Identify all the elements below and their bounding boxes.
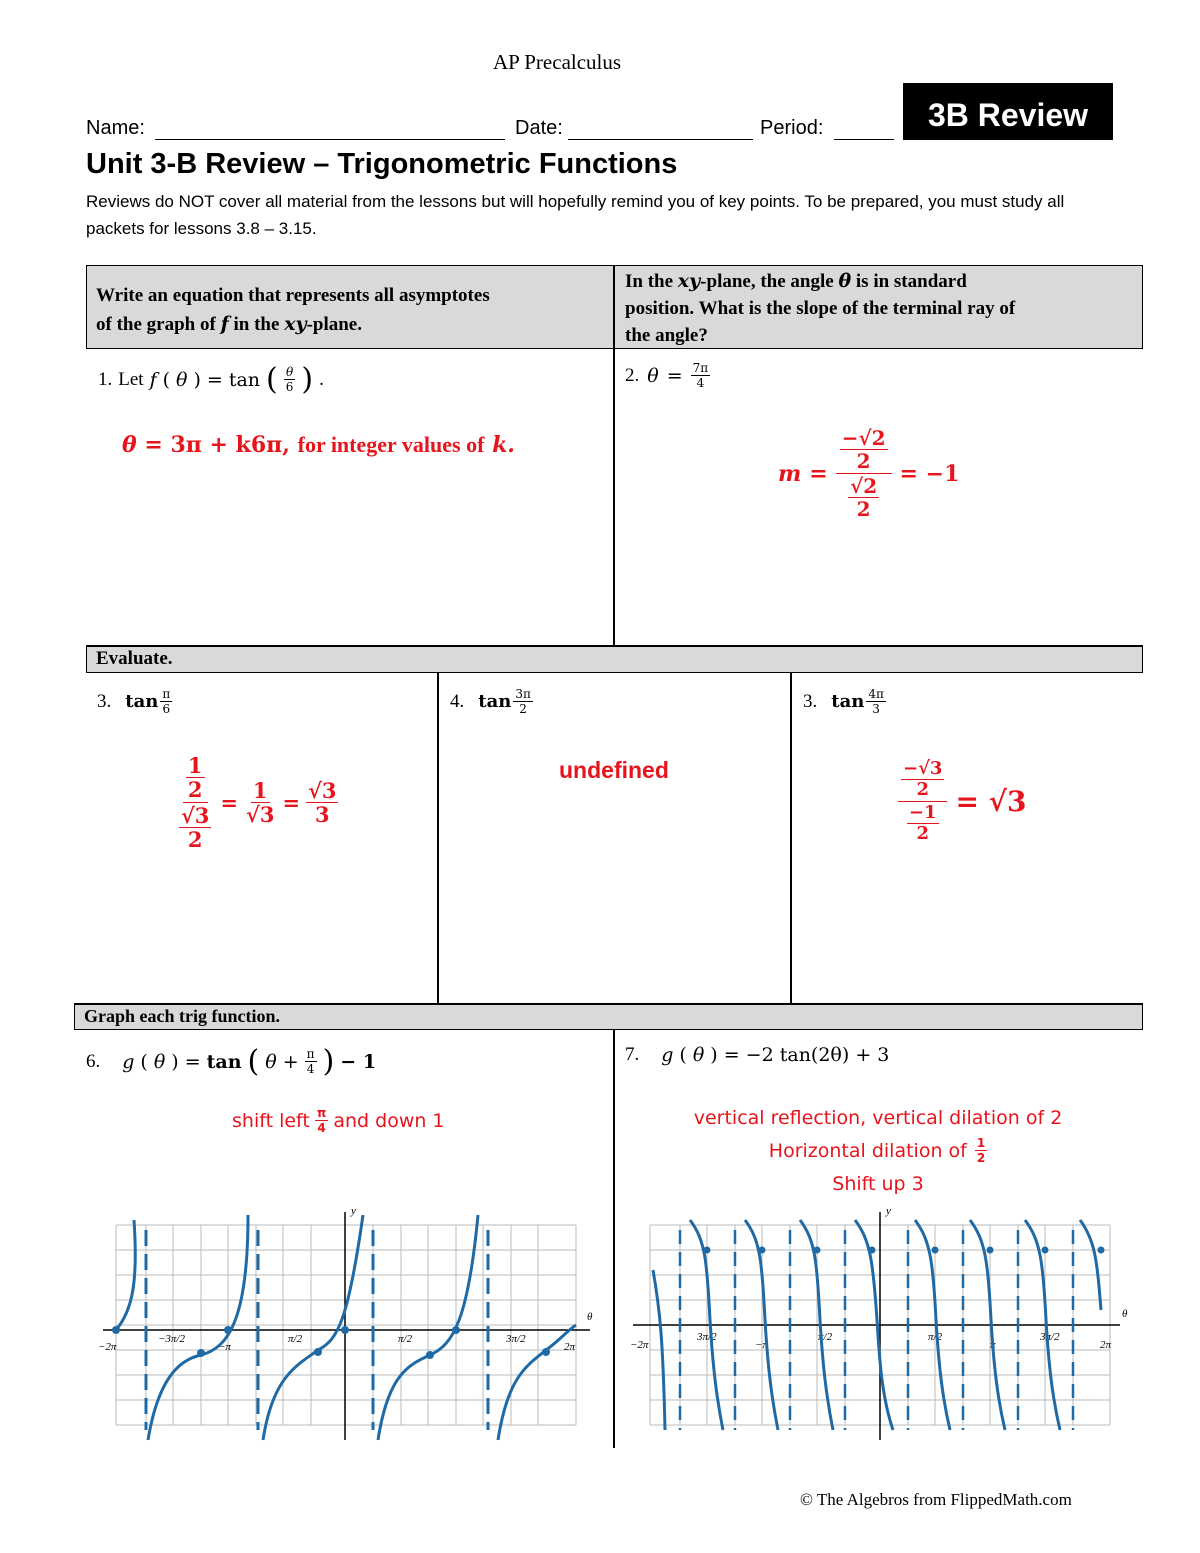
tick-label: 3π/2 xyxy=(506,1333,526,1345)
name-blank[interactable] xyxy=(155,139,505,140)
period-blank[interactable] xyxy=(834,139,894,140)
tick-label: π/2 xyxy=(818,1331,833,1343)
tick-label: 3π/2 xyxy=(1040,1331,1060,1343)
page-title: Unit 3-B Review – Trigonometric Functions xyxy=(86,148,678,180)
name-label: Name: xyxy=(86,117,145,139)
tick-label: −2π xyxy=(98,1341,117,1353)
tick-label: 2π xyxy=(564,1341,576,1353)
intro-text: Reviews do NOT cover all material from the lessons but will hopefully remind you of key points. To be prepared, you must study all packets for lessons 3.8 – 3.15. xyxy=(86,192,1065,238)
q7-prompt: 7. g ( θ ) = −2 tan(2θ) + 3 xyxy=(625,1044,890,1066)
q4-prompt: 4. tan $\frac{3\pi}{2}$ xyxy=(450,687,531,716)
tick-label: −π xyxy=(755,1339,768,1351)
q1-prompt: 1. Let f ( θ ) = tan ( $\frac{\theta}{6}$ ) . xyxy=(98,362,324,397)
evaluate-label: Evaluate. xyxy=(96,648,173,669)
period-label: Period: xyxy=(760,117,824,139)
section2-header xyxy=(86,646,1143,673)
tick-label: −2π xyxy=(630,1339,649,1351)
tick-label: π/2 xyxy=(398,1333,413,1345)
graph-q6 xyxy=(98,1200,603,1450)
q1-answer: θ = 3π + k6π, for integer values of k. xyxy=(122,432,515,458)
q2-prompt: 2. θ = $\frac{7\pi}{4}$ xyxy=(625,361,709,390)
divider-s3 xyxy=(613,1030,615,1448)
tick-labels-right xyxy=(630,1331,1112,1351)
left-header-text: Write an equation that represents all asymptotes of the graph of f in the xy-plane. xyxy=(96,285,490,335)
copyright: © The Algebros from FlippedMath.com xyxy=(800,1490,1072,1509)
tick-label: −π xyxy=(218,1341,231,1353)
course-title: AP Precalculus xyxy=(492,50,622,74)
q3-prompt: 3. tan $\frac{\pi}{6}$ xyxy=(97,687,171,716)
tick-label: 3π/2 xyxy=(697,1331,717,1343)
q6-prompt: 6. g ( θ ) = tan ( θ + $\frac{\pi}{4}$ ) − 1 xyxy=(86,1044,377,1079)
divider-s2a xyxy=(437,673,439,1003)
x-axis-label: θ xyxy=(587,1311,593,1323)
tick-label: π/2 xyxy=(288,1333,303,1345)
grid-left xyxy=(116,1225,576,1425)
tick-label: −3π/2 xyxy=(158,1333,185,1345)
q5-prompt: 3. tan $\frac{4\pi}{3}$ xyxy=(803,687,884,716)
q7-note-2: Horizontal dilation of $\frac{1}{2}$ xyxy=(768,1136,986,1165)
tick-label: π xyxy=(990,1339,996,1351)
tick-label: 2π xyxy=(1100,1339,1112,1351)
q5-answer: $\frac{\frac{-√3}{2}}{\frac{-1}{2}}$ = √3 xyxy=(898,760,1027,843)
q7-note-3: Shift up 3 xyxy=(832,1173,924,1195)
graph-label: Graph each trig function. xyxy=(84,1006,280,1026)
graph-q7 xyxy=(625,1200,1140,1450)
divider-s2b xyxy=(790,673,792,1003)
q4-answer: undefined xyxy=(559,757,669,783)
q7-note-1: vertical reflection, vertical dilation of 2 xyxy=(693,1107,1063,1129)
x-axis-label: θ xyxy=(1122,1308,1128,1320)
review-badge: 3B Review xyxy=(903,83,1113,140)
divider-s1 xyxy=(613,265,615,645)
y-axis-label: y xyxy=(351,1205,356,1217)
y-axis-label: y xyxy=(886,1205,891,1217)
right-header-text: In the xy-plane, the angle θ is in standard position. What is the slope of the terminal ray of the angle? xyxy=(625,270,1016,346)
q3-answer: $\frac{\frac{1}{2}}{\frac{√3}{2}}$ = $\frac{1}{√3}$ = $\frac{√3}{3}$ xyxy=(181,753,337,852)
tick-label: π/2 xyxy=(928,1331,943,1343)
q2-answer: m = $\frac{\frac{-√2}{2}}{\frac{√2}{2}}$ = −1 xyxy=(778,426,960,521)
q6-note: shift left $\frac{\pi}{4}$ and down 1 xyxy=(232,1106,445,1135)
date-blank[interactable] xyxy=(568,139,753,140)
date-label: Date: xyxy=(515,117,563,139)
